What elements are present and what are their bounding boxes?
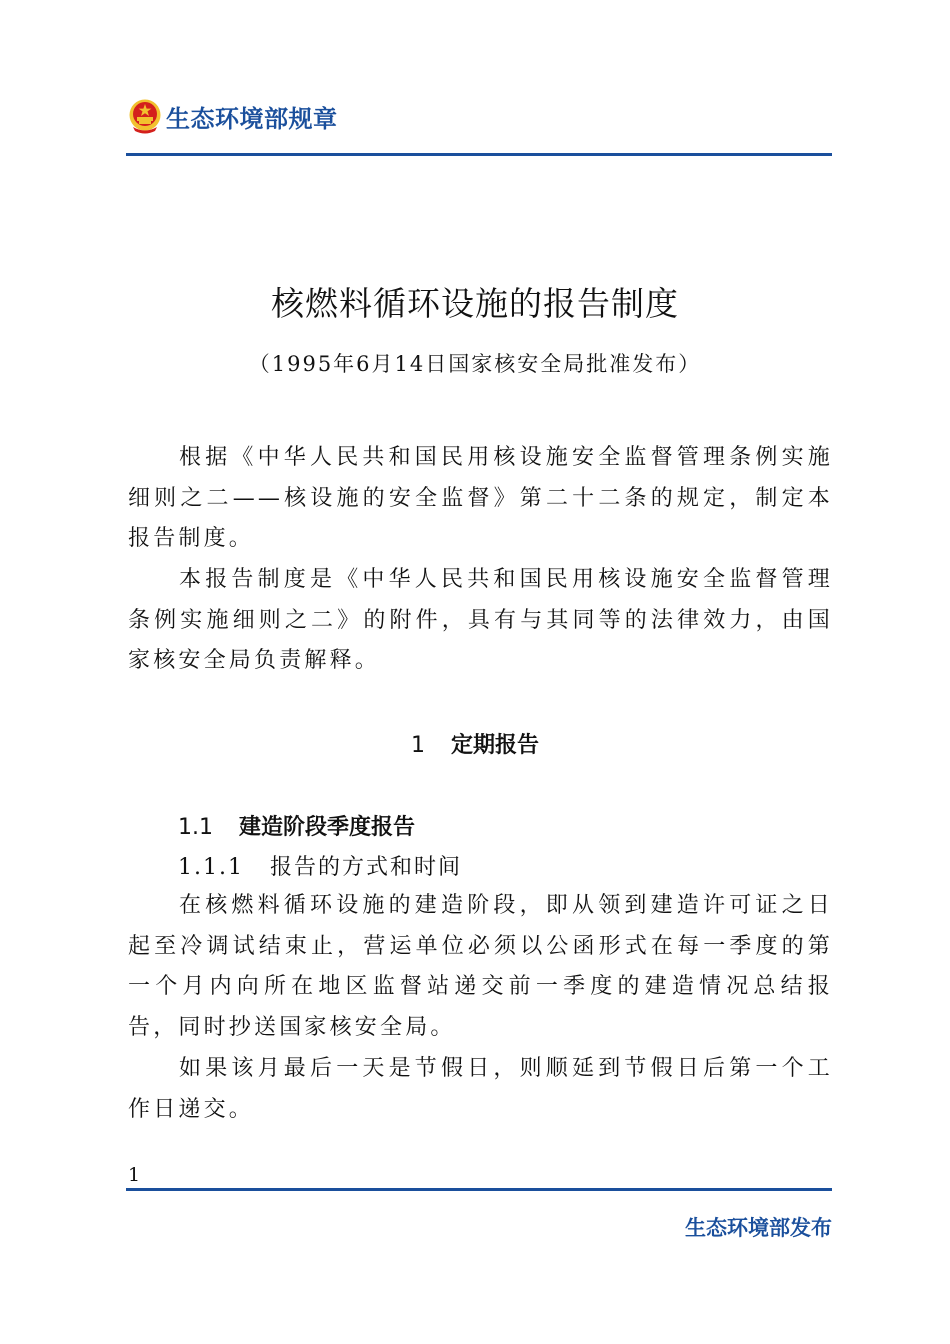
national-emblem-icon: [128, 98, 162, 134]
document-title: 核燃料循环设施的报告制度: [271, 284, 679, 323]
header-title: 生态环境部规章: [166, 104, 338, 133]
header-rule: [126, 153, 832, 156]
body-paragraph-2: 如果该月最后一天是节假日，则顺延到节假日后第一个工作日递交。: [128, 1056, 833, 1122]
document-subtitle: （1995年6月14日国家核安全局批准发布）: [248, 352, 702, 376]
page-number: 1: [128, 1164, 141, 1186]
body-paragraph-1: 在核燃料循环设施的建造阶段，即从领到建造许可证之日起至冷调试结束止，营运单位必须以公函形式在每一季度的第一个月内向所在地区监督站递交前一季度的建造情况总结报告，同时抄送国家核安全局。: [128, 893, 833, 1040]
section-heading-1-1-1: 1.1.1 报告的方式和时间: [178, 855, 462, 880]
section-heading-1: 1 定期报告: [410, 733, 539, 758]
header: [128, 98, 338, 134]
footer-publisher: 生态环境部发布: [685, 1216, 832, 1240]
intro-paragraph-2: 本报告制度是《中华人民共和国民用核设施安全监督管理条例实施细则之二》的附件，具有与其同等的法律效力，由国家核安全局负责解释。: [128, 567, 833, 673]
intro-paragraph-1: 根据《中华人民共和国民用核设施安全监督管理条例实施细则之二——核设施的安全监督》第二十二条的规定，制定本报告制度。: [128, 445, 833, 551]
footer-rule: [126, 1188, 832, 1191]
section-heading-1-1: 1.1 建造阶段季度报告: [178, 815, 416, 840]
